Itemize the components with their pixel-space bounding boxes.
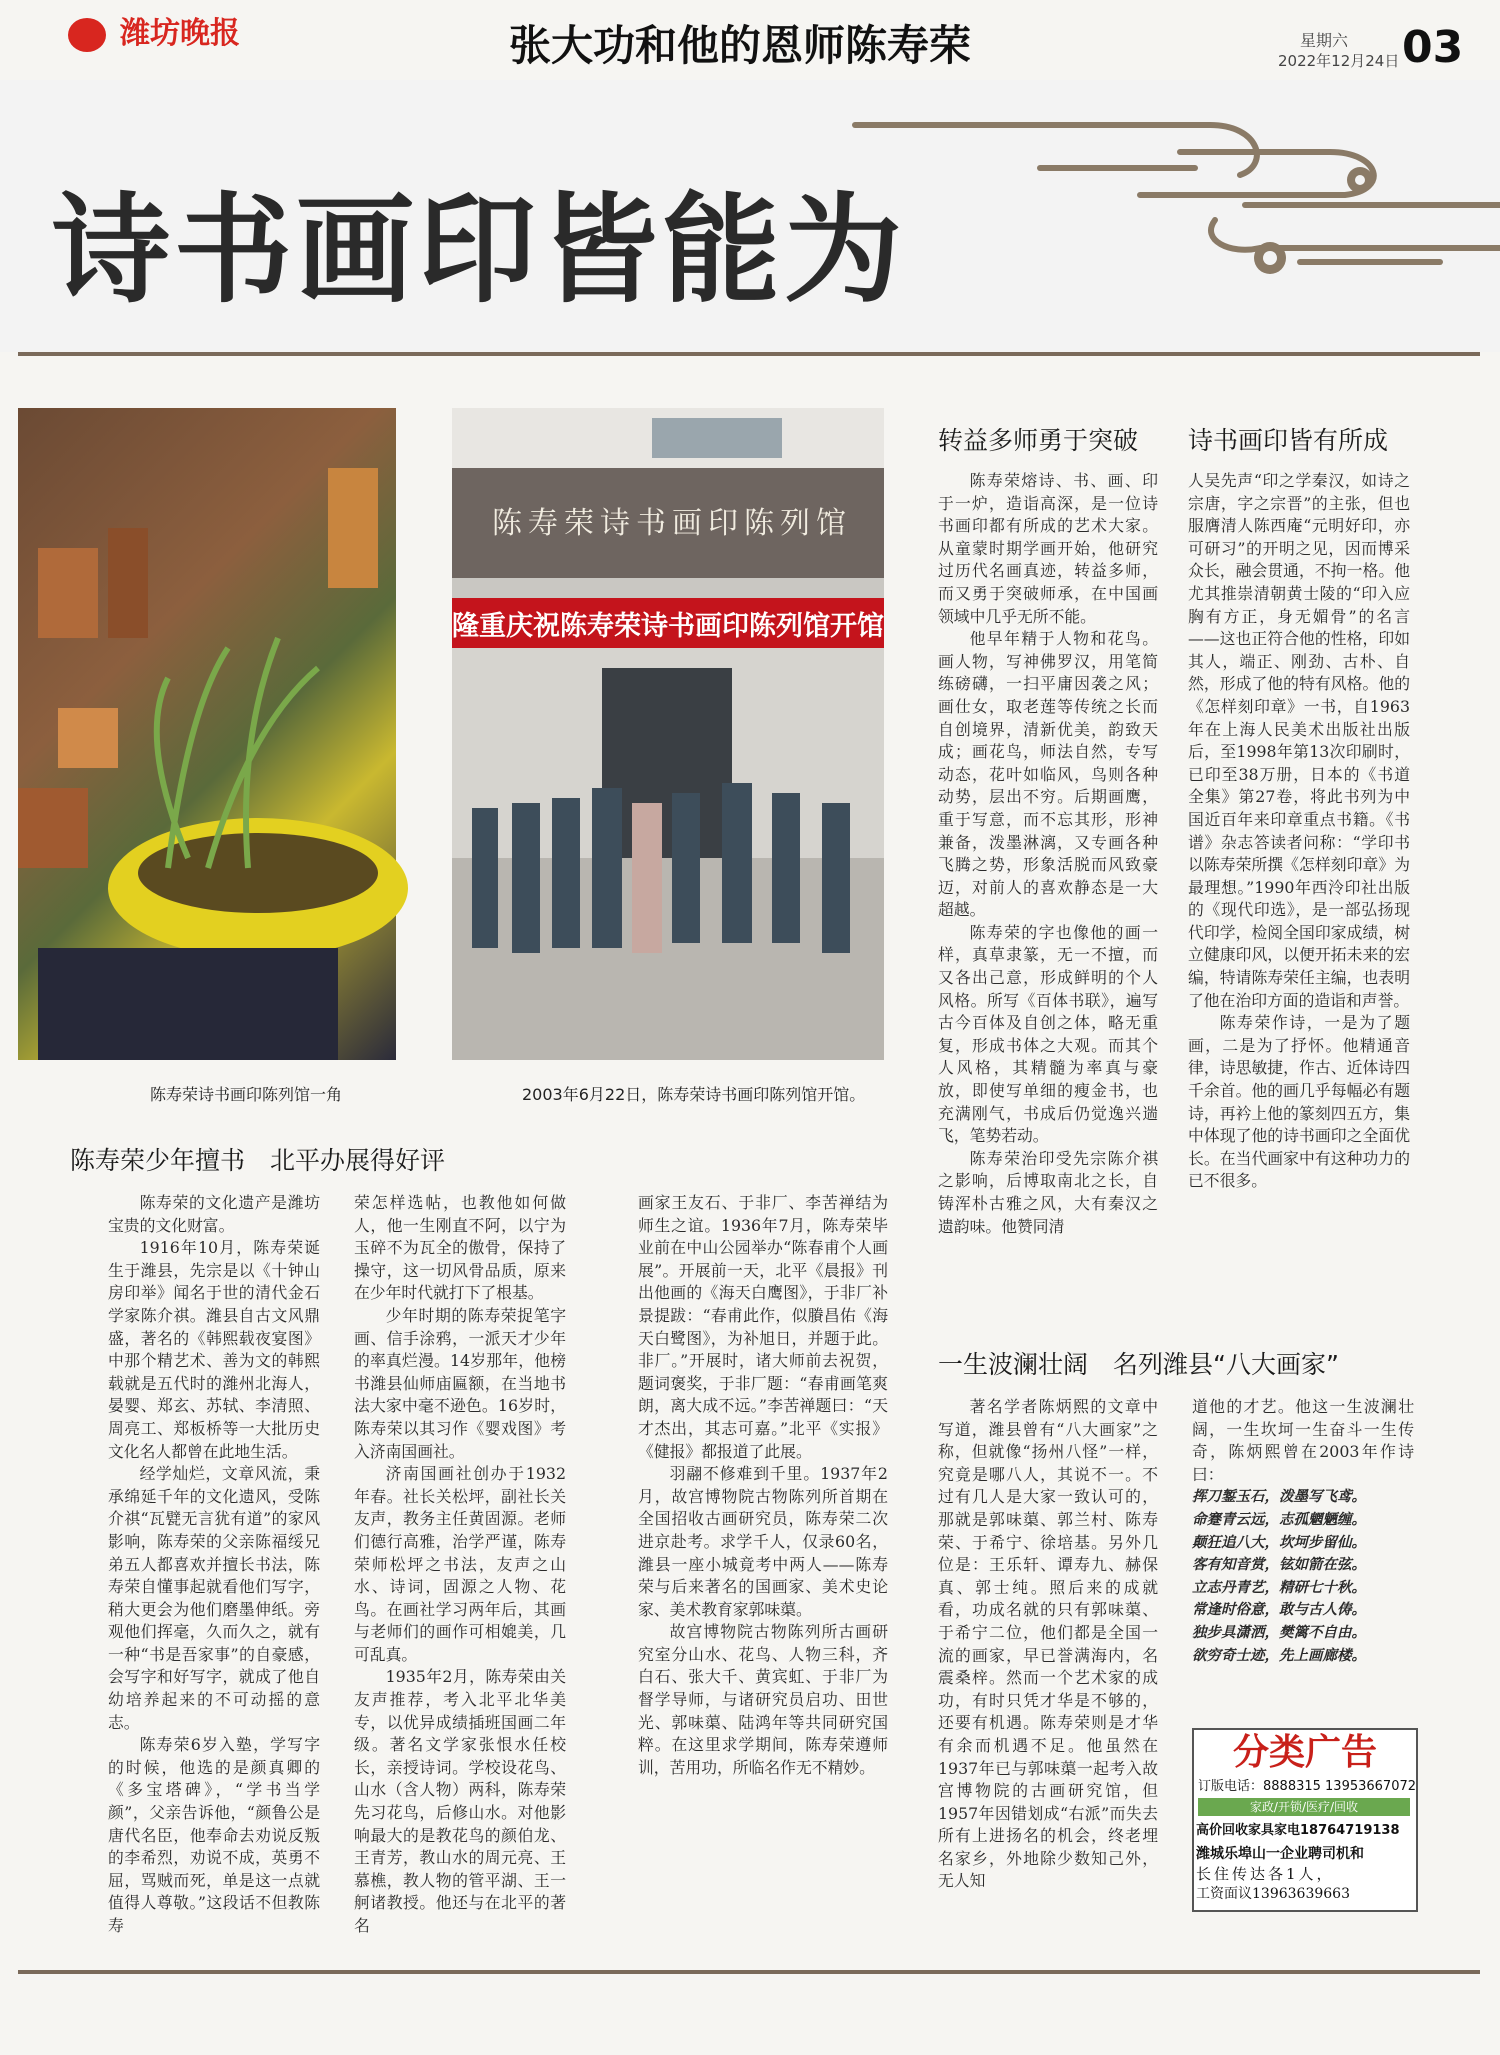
paragraph: 人吴先声“印之学秦汉，如诗之宗唐，字之宗晋”的主张，但也服膺清人陈西庵“元明好印，亦可研习”的开明之见，因而博采众长，融会贯通，不拘一格。他尤其推崇清朝黄士陵的“印入应胸有方正，身无媚骨”的名言——这也正符合他的性格，印如其人，端正、刚劲、古朴、自然，形成了他的特有风格。他的《怎样刻印章》一书，自1963年在上海人民美术出版社出版后，至1998年第13次印刷时，已印至38万册，日本的《书道全集》第27卷，将此书列为中国近百年来印章重点书籍。《书谱》杂志答读者问称：“学印书以陈寿荣所撰《怎样刻印章》为最理想。”1990年西泠印社出版的《现代印选》，是一部弘扬现代印学，检阅全国印家成绩，树立健康印风，以便开拓未来的宏编，特请陈寿荣任主编，也表明了他在治印方面的造诣和声誉。 (1188, 471, 1410, 1010)
classified-ad-box (1192, 1728, 1418, 1912)
ad-phone-line: 订版电话：8888315 13953667072 (1198, 1779, 1417, 1794)
paragraph: 1916年10月，陈寿荣诞生于潍县，先宗是以《十钟山房印举》闻名于世的清代金石学家陈介祺。潍县自古文风鼎盛，著名的《韩熙载夜宴图》中那个精艺术、善为文的韩熙载就是五代时的潍州北海人，晏婴、郑玄、苏轼、李清照、周亮工、郑板桥等一大批历史文化名人都曾在此地生活。 (108, 1238, 320, 1461)
ad-item-hiring-body: 长住传达各1人， (1196, 1865, 1335, 1883)
paragraph: 著名学者陈炳熙的文章中写道，潍县曾有“八大画家”之称，但就像“扬州八怪”一样，究竟是哪八人，其说不一。不过有几人是大家一致认可的，那就是郭味蕖、郭兰村、陈寿荣、于希宁、徐培基。另外几位是：王乐轩、谭寿九、赫保真、郭士纯。照后来的成就看，功成名就的只有郭味蕖、于希宁二位，他们都是全国一流的画家，早已誉满海内，名震桑梓。然而一个艺术家的成功，有时只凭才华是不够的，还要有机遇。陈寿荣则是才华有余而机遇不足。他虽然在1937年已与郭味蕖一起考入故宫博物院的古画研究馆，但1957年因错划成“右派”而失去所有上进扬名的机会，终老埋名家乡，外地除少数知己外，无人知 (938, 1397, 1158, 1891)
paragraph: 道他的才艺。他这一生波澜壮阔，一生坎坷一生奋斗一生传奇，陈炳熙曾在2003年作诗曰： (1192, 1397, 1414, 1484)
paragraph: 陈寿荣6岁入塾，学写字的时候，他选的是颜真卿的《多宝塔碑》，“学书当学颜”，父亲告诉他，“颜鲁公是唐代名臣，他奉命去劝说反叛的李希烈，劝说不成，英勇不屈，骂贼而死，单是这一点就值得人尊敬。”这段话不但教陈寿 (108, 1735, 320, 1935)
paragraph: 少年时期的陈寿荣捉笔字画、信手涂鸦，一派天才少年的率真烂漫。14岁那年，他榜书潍县仙师庙匾额，在当地书法大家中毫不逊色。16岁时，陈寿荣以其习作《婴戏图》考入济南国画社。 (354, 1305, 566, 1461)
article-column-1 (108, 1192, 320, 1935)
page-title: 诗书画印皆能为 (52, 181, 907, 319)
paragraph: 陈寿荣治印受先宗陈介祺之影响，后博取南北之长，自铸浑朴古雅之风，大有秦汉之遗韵味。他赞同清 (938, 1148, 1158, 1236)
ad-item-recycling: 高价回收家具家电18764719138 (1196, 1823, 1400, 1838)
article-column-teachers (938, 470, 1158, 1310)
article-column-life (938, 1396, 1158, 1916)
photo-museum-opening (452, 408, 884, 1060)
section-heading-teachers: 转益多师勇于突破 (938, 426, 1139, 455)
page-number: 03 (1402, 22, 1464, 73)
bottom-divider (18, 1970, 1480, 1974)
paragraph: 1935年2月，陈寿荣由关友声推荐，考入北平北华美专，以优异成绩插班国画二年级。著名文学家张恨水任校长，亲授诗词。学校设花鸟、山水（含人物）两科，陈寿荣先习花鸟，后修山水。对他影响最大的是教花鸟的颜伯龙、王青芳，教山水的周元亮、王慕樵，教人物的管平湖、王一舸诸教授。他还与在北平的著名 (354, 1667, 566, 1935)
paragraph: 陈寿荣作诗，一是为了题画，二是为了抒怀。他精通音律，诗思敏捷，作古、近体诗四千余首。他的画几乎每幅必有题诗，再衿上他的篆刻四五方，集中体现了他的诗书画印之全面优长。在当代画家中有这种功力的已不很多。 (1188, 1013, 1410, 1191)
photo-caption-right: 2003年6月22日，陈寿荣诗书画印陈列馆开馆。 (522, 1085, 866, 1104)
paragraph: 羽翮不修难到千里。1937年2月，故宫博物院古物陈列所首期在全国招收古画研究员，陈寿荣二次进京赴考。求学千人，仅录60名，潍县一座小城竟考中两人——陈寿荣与后来著名的国画家、美术史论家、美术教育家郭味蕖。 (638, 1464, 888, 1619)
ad-category-tags: 家政/开锁/医疗/回收 (1198, 1798, 1410, 1816)
museum-sign: 陈寿荣诗书画印陈列馆 (492, 506, 852, 541)
article-column-seals (1188, 470, 1410, 1310)
weekday: 星期六 (1300, 31, 1349, 50)
paragraph: 他早年精于人物和花鸟。画人物，写神佛罗汉，用笔简练磅礴，一扫平庸因袭之风；画仕女，取老莲等传统之长而自创境界，清新优美，韵致天成；画花鸟，师法自然，专写动态，花叶如临风，鸟则各种动势，层出不穷。后期画鹰，重于写意，而不忘其形，形神兼备，泼墨淋漓，又专画各种飞腾之势，形象活脱而风致豪迈，对前人的喜欢静态是一大超越。 (938, 629, 1158, 920)
logo-text: 潍坊晚报 (120, 16, 240, 51)
paragraph: 故宫博物院古物陈列所古画研究室分山水、花鸟、人物三科，齐白石、张大千、黄宾虹、于非厂为督学导师，与诸研究员启功、田世光、郭味蕖、陆鸿年等共同研究国粹。在这里求学期间，陈寿荣遵师训，苦用功，所临名作无不精妙。 (638, 1622, 888, 1777)
ad-title: 分类广告 (1232, 1732, 1377, 1773)
ad-item-hiring-contact: 工资面议13963639663 (1196, 1886, 1350, 1902)
ad-item-hiring-title: 潍城乐埠山一企业聘司机和 (1196, 1846, 1364, 1862)
paragraph: 陈寿荣的文化遗产是潍坊宝贵的文化财富。 (108, 1193, 320, 1235)
section-heading-life: 一生波澜壮阔 名列潍县“八大画家” (938, 1350, 1339, 1379)
photo-caption-left: 陈寿荣诗书画印陈列馆一角 (150, 1085, 343, 1104)
issue-date: 2022年12月24日 (1278, 52, 1400, 70)
section-heading-youth: 陈寿荣少年擅书 北平办展得好评 (70, 1146, 446, 1175)
poem-line: 独步具潇洒，樊篱不自由。 (1192, 1623, 1366, 1641)
paragraph: 画家王友石、于非厂、李苦禅结为师生之谊。1936年7月，陈寿荣毕业前在中山公园举办“陈春甫个人画展”。开展前一天，北平《晨报》刊出他画的《海天白鹰图》，于非厂补景提跋：“春甫此作，似賸昌佑《海天白鹭图》，为补旭日，并题于此。非厂。”开展时，诸大师前去祝贺，题词褒奖，于非厂题：“春甫画笔爽朗，离大成不远。”李苦禅题曰：“天才杰出，其志可嘉。”北平《实报》《健报》都报道了此展。 (638, 1193, 888, 1461)
title-divider (18, 352, 1480, 356)
poem-line: 颠狂追八大，坎坷步留仙。 (1192, 1533, 1366, 1551)
article-column-3 (638, 1192, 888, 1912)
newspaper-logo (68, 14, 268, 54)
celebration-banner: 隆重庆祝陈寿荣诗书画印陈列馆开馆 (452, 611, 884, 642)
paragraph: 荣怎样选帖，也教他如何做人，他一生刚直不阿，以宁为玉碎不为瓦全的傲骨，保持了操守，这一切风骨品质，原来在少年时代就打下了根基。 (354, 1193, 566, 1303)
paragraph: 陈寿荣熔诗、书、画、印于一炉，造诣高深，是一位诗书画印都有所成的艺术大家。从童蒙时期学画开始，他研究过历代名画真迹，转益多师，而又勇于突破师承，在中国画领域中几乎无所不能。 (938, 471, 1158, 626)
section-heading-seals: 诗书画印皆有所成 (1188, 426, 1389, 455)
article-column-2 (354, 1192, 566, 1935)
paragraph: 济南国画社创办于1932年春。社长关松坪，副社长关友声，教务主任黄固源。老师们德行高雅，治学严谨，陈寿荣师松坪之书法，友声之山水、诗词，固源之人物、花鸟。在画社学习两年后，其画与老师们的画作可相媲美，几可乱真。 (354, 1464, 566, 1664)
paragraph: 经学灿烂，文章风流，秉承绵延千年的文化遗风，受陈介祺“瓦甓无言犹有道”的家风影响，陈寿荣的父亲陈福绥兄弟五人都喜欢并擅长书法，陈寿荣自懂事起就看他们写字，稍大更会为他们磨墨伸纸。旁观他们挥毫，久而久之，就有一种“书是吾家事”的自豪感，会写字和好写字，就成了他自幼培养起来的不可动摇的意志。 (108, 1464, 320, 1732)
page-headline: 张大功和他的恩师陈寿荣 (508, 21, 971, 70)
poem-line: 欲穷奇士迹，先上画廊楼。 (1192, 1646, 1366, 1664)
exhibition-photo-illustration (18, 408, 396, 1060)
poem-line: 客有知音赏，铉如箭在弦。 (1192, 1556, 1366, 1574)
poem-line: 常逢时俗意，敢与古人俦。 (1192, 1601, 1366, 1619)
paragraph: 陈寿荣的字也像他的画一样，真草隶篆，无一不擅，而又各出己意，形成鲜明的个人风格。所写《百体书联》，遍写古今百体及自创之体，略无重复，形成书体之大观。而其个人风格，其精髓为率真与豪放，即使写单细的瘦金书，也充满刚气，书成后仍觉逸兴遄飞，笔势若动。 (938, 922, 1158, 1146)
poem-line: 挥刀錾玉石，泼墨写飞鸢。 (1192, 1488, 1366, 1506)
photo-exhibition-corner (18, 408, 396, 1060)
logo-emblem-icon (68, 18, 106, 52)
poem-line: 立志丹青艺，精研七十秋。 (1192, 1578, 1366, 1596)
poem-line: 命蹇青云远，志孤魍魉缠。 (1192, 1510, 1366, 1528)
